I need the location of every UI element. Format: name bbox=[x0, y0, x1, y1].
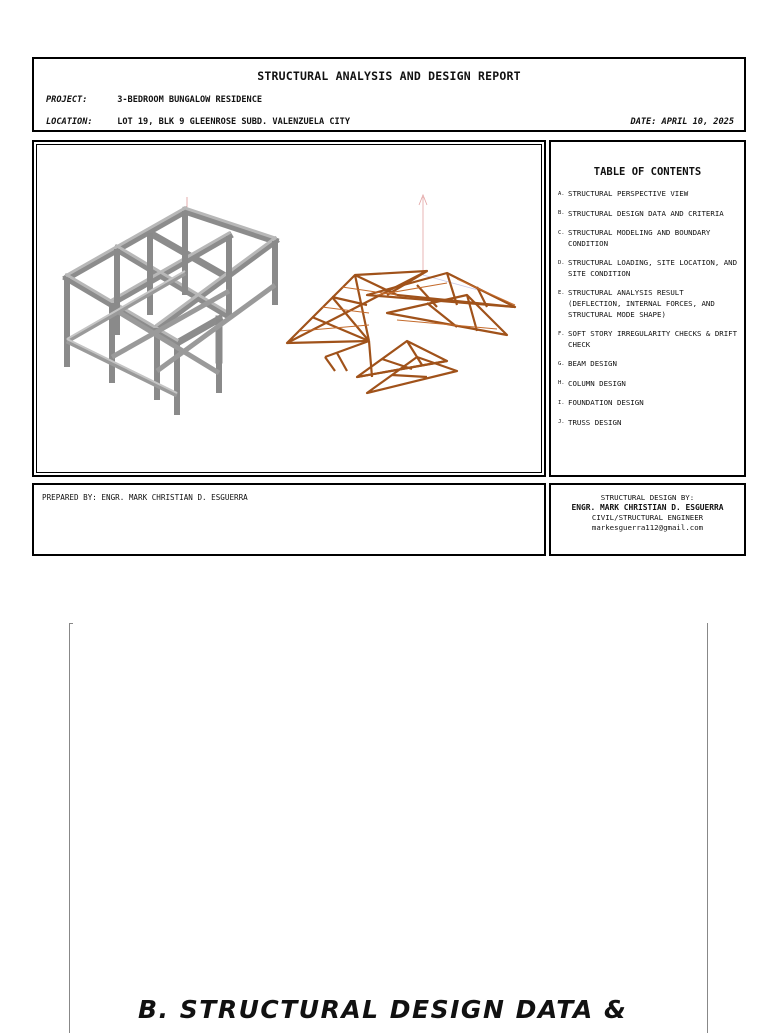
toc-item bbox=[558, 378, 740, 390]
page-corner-mark bbox=[69, 623, 73, 624]
roof-truss-model bbox=[287, 195, 515, 393]
toc-item-letter: D. bbox=[558, 259, 565, 266]
toc-item-text: SOFT STORY IRREGULARITY CHECKS & DRIFT CHECK bbox=[568, 329, 738, 349]
toc-item-letter: H. bbox=[558, 380, 565, 386]
table-of-contents bbox=[549, 140, 746, 477]
designer-name: ENGR. MARK CHRISTIAN D. ESGUERRA bbox=[571, 503, 724, 512]
toc-item bbox=[558, 188, 740, 200]
toc-item-letter: I. bbox=[558, 399, 565, 406]
drawing-inner-frame bbox=[36, 144, 542, 473]
toc-item-letter: G. bbox=[558, 360, 565, 367]
project-row bbox=[46, 95, 734, 105]
toc-item bbox=[558, 358, 740, 370]
toc-item-letter: F. bbox=[558, 330, 565, 337]
toc-item bbox=[558, 417, 740, 429]
toc-item bbox=[558, 208, 740, 220]
structural-perspective-view bbox=[37, 145, 545, 476]
location-value: LOT 19, BLK 9 GLEENROSE SUBD. VALENZUELA CITY bbox=[117, 117, 351, 127]
toc-item-letter: E. bbox=[558, 289, 565, 296]
toc-item-text: FOUNDATION DESIGN bbox=[568, 398, 644, 407]
location-label: LOCATION: bbox=[46, 117, 93, 127]
section-heading: B. STRUCTURAL DESIGN DATA & bbox=[138, 995, 628, 1024]
designer-label: STRUCTURAL DESIGN BY: bbox=[600, 493, 695, 502]
project-value: 3-BEDROOM BUNGALOW RESIDENCE bbox=[117, 95, 263, 105]
report-title: STRUCTURAL ANALYSIS AND DESIGN REPORT bbox=[257, 69, 521, 83]
designer-email: markesguerra112@gmail.com bbox=[591, 523, 704, 532]
toc-item-letter: A. bbox=[558, 190, 565, 197]
perspective-drawing-panel bbox=[32, 140, 546, 477]
concrete-frame-model bbox=[67, 197, 275, 415]
toc-title: TABLE OF CONTENTS bbox=[593, 166, 702, 178]
toc-item-text: COLUMN DESIGN bbox=[568, 378, 626, 388]
toc-item bbox=[558, 227, 740, 249]
report-header bbox=[32, 57, 746, 132]
toc-item bbox=[558, 328, 740, 350]
toc-item-text: STRUCTURAL ANALYSIS RESULT (DEFLECTION, INTERNAL FORCES, AND STRUCTURAL MODE SHAPE) bbox=[568, 288, 715, 319]
toc-list bbox=[558, 188, 740, 436]
toc-item-letter: B. bbox=[558, 210, 565, 216]
toc-item-letter: J. bbox=[558, 419, 565, 425]
project-label: PROJECT: bbox=[46, 95, 88, 105]
toc-item-text: STRUCTURAL MODELING AND BOUNDARY CONDITION bbox=[568, 228, 711, 248]
toc-item-text: TRUSS DESIGN bbox=[568, 417, 622, 427]
prepared-by-text: PREPARED BY: ENGR. MARK CHRISTIAN D. ESGUERRA bbox=[42, 493, 248, 502]
toc-item bbox=[558, 287, 740, 320]
toc-item bbox=[558, 397, 740, 409]
report-date: DATE: APRIL 10, 2025 bbox=[630, 117, 734, 127]
toc-item-letter: C. bbox=[558, 229, 565, 236]
location-row bbox=[46, 117, 734, 127]
toc-item-text: STRUCTURAL PERSPECTIVE VIEW bbox=[568, 189, 689, 198]
toc-item bbox=[558, 257, 740, 279]
page-two-frame bbox=[69, 623, 708, 1033]
toc-item-text: STRUCTURAL DESIGN DATA AND CRITERIA bbox=[568, 208, 724, 218]
prepared-by-box bbox=[32, 483, 546, 556]
designer-title: CIVIL/STRUCTURAL ENGINEER bbox=[591, 513, 704, 522]
toc-item-text: STRUCTURAL LOADING, SITE LOCATION, AND SITE CONDITION bbox=[568, 258, 738, 278]
toc-item-text: BEAM DESIGN bbox=[568, 359, 617, 368]
designer-box bbox=[549, 483, 746, 556]
